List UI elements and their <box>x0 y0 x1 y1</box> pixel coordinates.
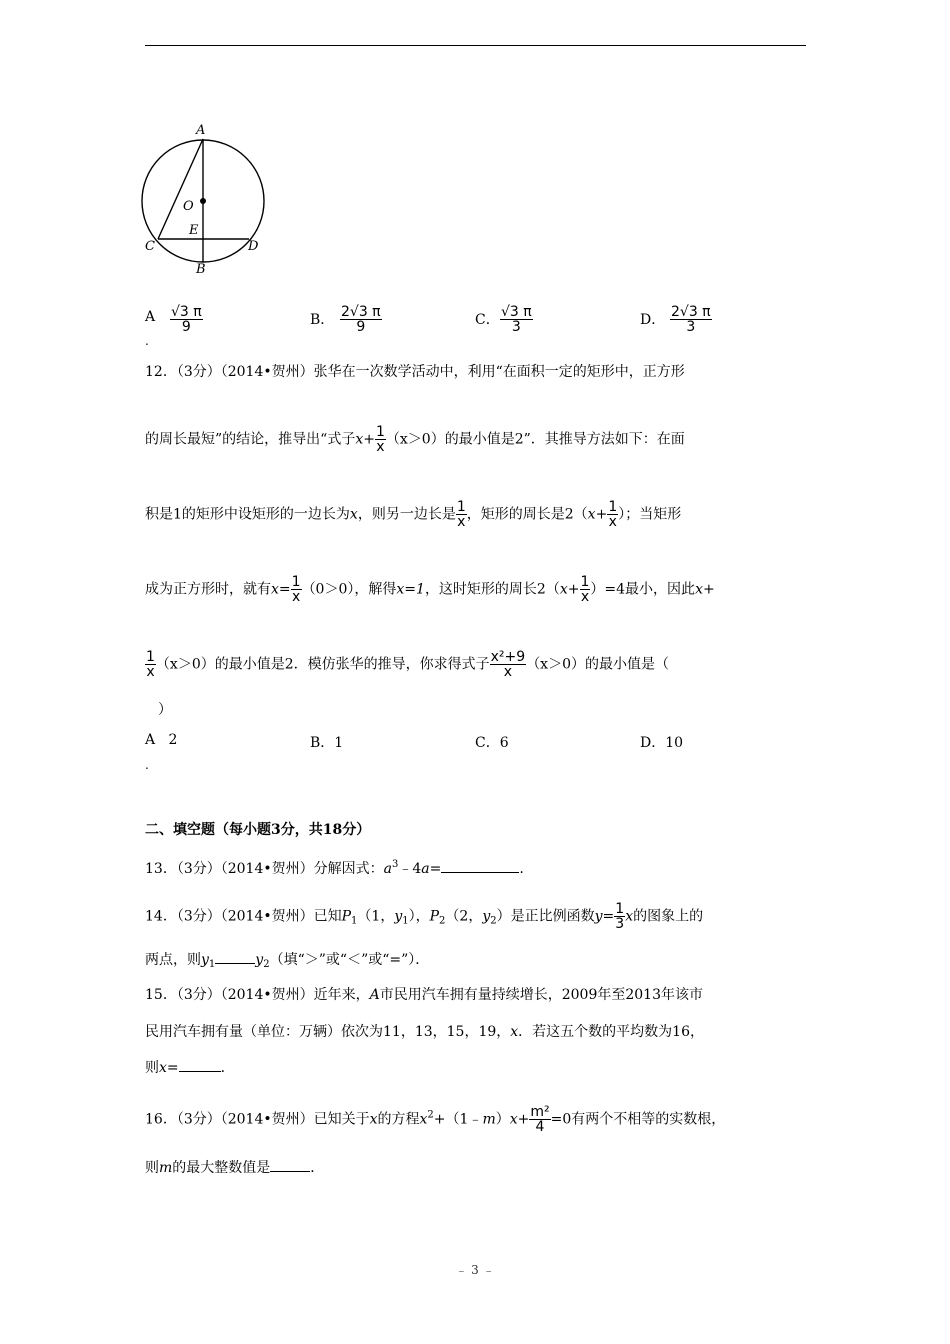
answer-blank[interactable] <box>270 1171 310 1172</box>
option-text: 10 <box>665 735 684 751</box>
text: = <box>166 1060 179 1076</box>
text: ）=4最小，因此 <box>590 581 696 598</box>
option-letter: B． <box>310 735 335 751</box>
var-x: x+ <box>559 581 580 598</box>
text: 15．（3分）（2014•贺州）近年来， <box>145 987 370 1003</box>
fraction-1-over-x <box>375 425 386 454</box>
text: ）；当矩形 <box>618 506 682 523</box>
text: 积是1的矩形中设矩形的一边长为 <box>145 506 350 523</box>
denominator: x <box>291 589 301 605</box>
var-p: P <box>429 908 440 925</box>
var-x: x <box>349 506 358 523</box>
denominator: 9 <box>340 319 382 334</box>
text: 13．（3分）（2014•贺州）分解因式： <box>145 861 384 877</box>
var-y: y <box>482 908 491 925</box>
numerator: m² <box>530 1104 550 1120</box>
denominator: x <box>490 664 527 679</box>
q15-line-1 <box>145 985 703 1005</box>
text: . <box>519 861 524 877</box>
text: 市民用汽车拥有量持续增长，2009年至2013年该市 <box>379 987 703 1003</box>
text: （x＞0）的最小值是2．模仿张华的推导，你求得式子 <box>155 656 490 673</box>
denominator: x <box>146 664 155 680</box>
numerator: x²+9 <box>490 649 526 665</box>
denominator: x <box>457 514 466 530</box>
denominator: x <box>608 514 617 530</box>
label-d: D <box>248 239 259 254</box>
label-c: C <box>145 239 155 254</box>
q11-option-b-value <box>340 305 382 334</box>
q16-line-1 <box>145 1105 725 1134</box>
text: （填“＞”或“＜”或“=”）． <box>269 952 430 968</box>
var-x: x+ <box>355 431 375 448</box>
answer-blank[interactable] <box>179 1071 221 1072</box>
label-o: O <box>183 199 194 214</box>
var-a: a <box>421 861 430 877</box>
subscript: 1 <box>351 915 358 927</box>
numerator: 1 <box>608 499 618 515</box>
text: （x＞0）的最小值是2”．其推导方法如下：在面 <box>385 431 685 448</box>
option-letter: D． <box>640 735 666 751</box>
var-y: y= <box>594 908 615 925</box>
label-b: B <box>196 262 206 277</box>
var-x: x=1 <box>396 581 425 598</box>
q12-line-2 <box>145 425 685 454</box>
q12-line-5 <box>145 650 669 679</box>
text: （x＞0）的最小值是（ <box>526 656 669 673</box>
text: ．若这五个数的平均数为16， <box>518 1024 704 1040</box>
numerator: √3 π <box>501 304 532 320</box>
text: ． <box>220 1060 235 1076</box>
text: 的图象上的 <box>633 908 704 925</box>
denominator: x <box>376 439 385 455</box>
text: （1， <box>357 908 395 925</box>
text: 的周长最短”的结论，推导出“式子 <box>145 431 356 448</box>
fraction <box>670 305 712 334</box>
option-text: 1 <box>334 735 344 751</box>
fraction-1-over-x <box>456 500 467 529</box>
var-m: m <box>482 1111 496 1128</box>
answer-blank[interactable] <box>441 872 519 873</box>
var-x: x <box>419 1111 428 1128</box>
text: （0＞0），解得 <box>301 581 397 598</box>
page-number: ﹣ 3 ﹣ <box>455 1263 495 1277</box>
text: ﹣4 <box>398 861 422 877</box>
subscript: 2 <box>439 915 446 927</box>
text: 则 <box>145 1060 159 1076</box>
var-x: x+ <box>695 581 715 598</box>
text: 两点，则 <box>145 952 201 968</box>
header-rule <box>145 45 806 46</box>
text: 14．（3分）（2014•贺州）已知 <box>145 908 342 925</box>
q12-option-b[interactable] <box>310 732 343 752</box>
option-text: 2 <box>168 732 178 748</box>
numerator: 1 <box>615 901 625 917</box>
text: 成为正方形时，就有 <box>145 581 271 598</box>
q11-option-a-dot: . <box>145 334 149 348</box>
denominator: 3 <box>615 916 625 932</box>
numerator: 1 <box>146 649 155 665</box>
text: ）， <box>408 908 430 925</box>
var-x: x <box>510 1024 519 1040</box>
numerator: 1 <box>291 574 301 590</box>
text: ，这时矩形的周长2（ <box>424 581 560 598</box>
subscript: 1 <box>402 915 409 927</box>
q11-option-c-value <box>500 305 533 334</box>
denominator: 9 <box>170 319 203 334</box>
text: ）是正比例函数 <box>496 908 595 925</box>
option-text: 6 <box>499 735 509 751</box>
text: 民用汽车拥有量（单位：万辆）依次为11，13，15，19， <box>145 1024 511 1040</box>
label-a: A <box>196 123 206 138</box>
numerator: 2√3 π <box>341 304 381 320</box>
denominator: x <box>580 589 590 605</box>
q12-line-6: ） <box>158 702 172 718</box>
q15-line-3 <box>145 1058 235 1078</box>
text: 则 <box>145 1160 159 1176</box>
var-x: x= <box>271 581 291 598</box>
q15-line-2 <box>145 1022 704 1042</box>
label-e: E <box>189 223 199 238</box>
text: 16．（3分）（2014•贺州）已知关于 <box>145 1111 370 1128</box>
var-y: y <box>394 908 403 925</box>
var-a: a <box>383 861 392 877</box>
text: ） <box>495 1111 510 1128</box>
var-x: x <box>625 908 634 925</box>
text: = <box>429 861 442 877</box>
var-x: x <box>369 1111 378 1128</box>
exponent: 2 <box>427 1109 434 1121</box>
subscript: 2 <box>263 959 270 970</box>
option-letter: C． <box>475 312 500 328</box>
subscript: 1 <box>208 959 216 970</box>
text: 的最大整数值是 <box>172 1160 271 1176</box>
text: +（1﹣ <box>433 1111 483 1128</box>
q16-line-2 <box>145 1158 324 1178</box>
var-x: x <box>509 1111 518 1128</box>
fraction-1-over-x <box>607 500 618 529</box>
text: ，则另一边长是 <box>357 506 456 523</box>
q12-option-a[interactable] <box>145 732 177 748</box>
option-letter: A <box>145 309 156 325</box>
numerator: 1 <box>580 574 590 590</box>
q14-line-1 <box>145 902 703 932</box>
text: + <box>517 1111 530 1128</box>
text: =0有两个不相等的实数根， <box>550 1111 726 1128</box>
denominator: 3 <box>670 319 712 334</box>
denominator: 4 <box>529 1119 550 1134</box>
q13 <box>145 855 524 879</box>
var-y: y <box>201 952 209 968</box>
fraction <box>170 305 203 334</box>
numerator: 1 <box>456 499 466 515</box>
q12-line-1: 12．（3分）（2014•贺州）张华在一次数学活动中，利用“在面积一定的矩形中，正方形 <box>145 364 685 380</box>
var-y: y <box>255 952 264 968</box>
q12-option-d[interactable] <box>640 732 683 752</box>
q11-option-a[interactable] <box>145 309 155 325</box>
center-dot <box>200 198 206 204</box>
fraction <box>340 305 382 334</box>
text: （2， <box>445 908 483 925</box>
option-letter: B． <box>310 312 335 328</box>
q12-line-3 <box>145 500 681 529</box>
var-m: m <box>159 1160 173 1176</box>
var-a: A <box>369 987 380 1003</box>
fraction-1-over-x <box>145 650 156 679</box>
option-letter: D． <box>640 312 666 328</box>
fraction-1-over-x <box>291 575 302 604</box>
q11-option-d[interactable] <box>640 309 665 329</box>
answer-blank[interactable] <box>215 963 255 964</box>
q11-option-c[interactable] <box>475 309 500 329</box>
q11-option-d-value <box>670 305 712 334</box>
fraction-x2-plus-9-over-x <box>490 650 527 679</box>
numerator: 1 <box>375 424 385 440</box>
denominator: 3 <box>500 319 533 334</box>
subscript: 2 <box>490 915 497 927</box>
text: 的方程 <box>377 1111 420 1128</box>
q12-line-4 <box>145 575 715 604</box>
q14-line-2 <box>145 950 429 975</box>
text: ． <box>310 1160 325 1176</box>
fraction-m2-over-4 <box>529 1105 550 1134</box>
option-letter: C． <box>475 735 500 751</box>
q11-option-a-value <box>170 305 203 334</box>
var-x: x+ <box>587 506 608 523</box>
text: ，矩形的周长是2（ <box>466 506 588 523</box>
var-p: P <box>341 908 352 925</box>
exponent: 3 <box>391 859 399 870</box>
q12-option-c[interactable] <box>475 732 509 752</box>
numerator: √3 π <box>171 304 202 320</box>
fraction <box>500 305 533 334</box>
numerator: 2√3 π <box>671 304 711 320</box>
fraction-1-over-x <box>580 575 591 604</box>
section-title: 二、填空题（每小题3分，共18分） <box>145 822 371 838</box>
q12-option-a-dot: . <box>145 758 149 772</box>
option-letter: A <box>145 732 156 748</box>
q11-option-b[interactable] <box>310 309 334 329</box>
circle-figure <box>138 118 278 278</box>
var-x: x <box>159 1060 167 1076</box>
fraction-1-over-3 <box>614 902 625 931</box>
